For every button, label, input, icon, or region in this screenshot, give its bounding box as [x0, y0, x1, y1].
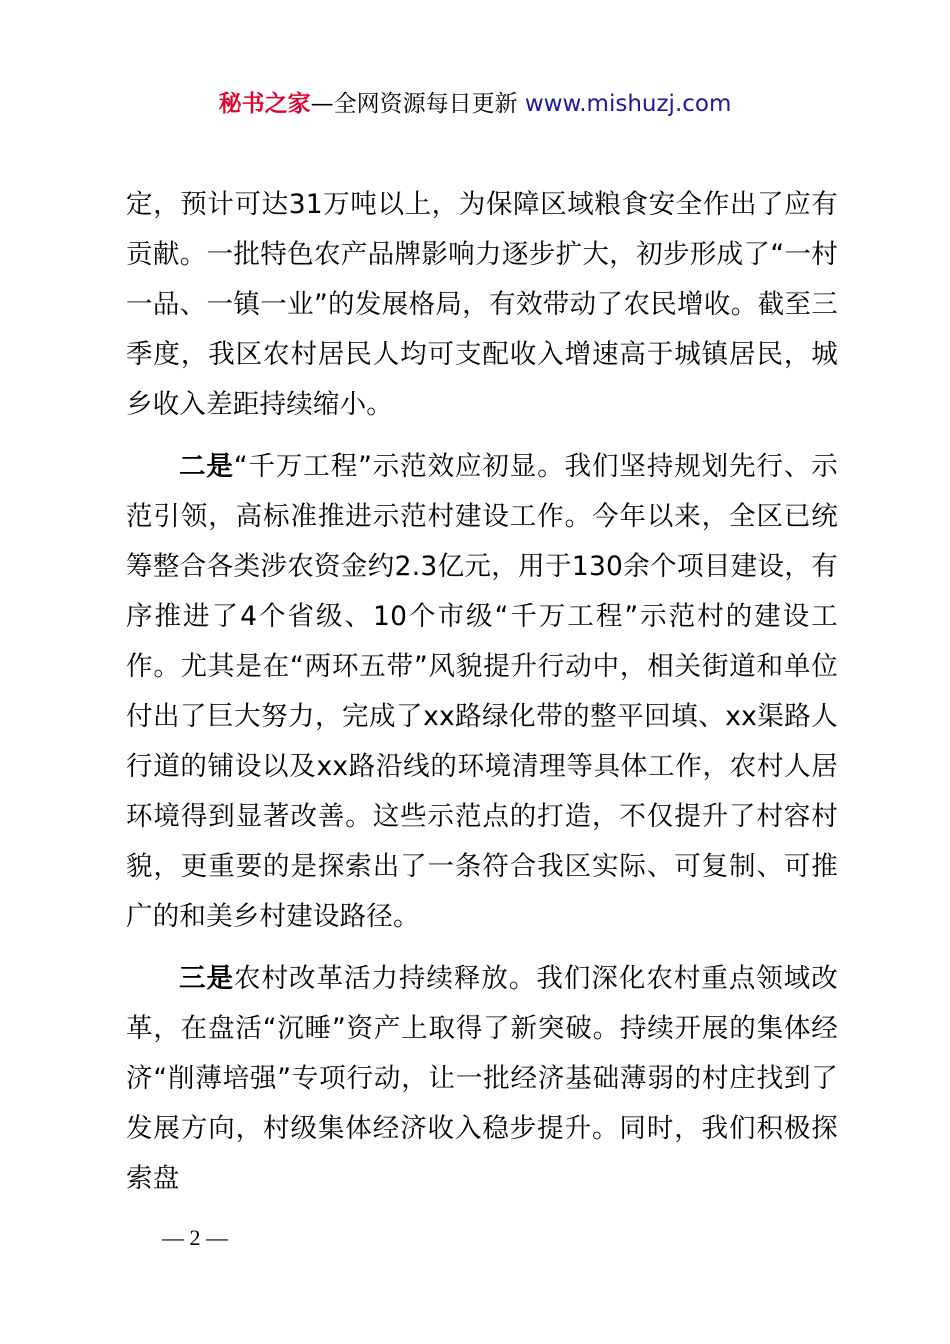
paragraph-1: [126, 180, 838, 430]
document-body: [126, 180, 838, 1204]
website-url[interactable]: www.mishuzj.com: [524, 91, 732, 117]
paragraph-2-lead: 二是: [179, 451, 234, 482]
paragraph-3-text: 农村改革活力持续释放。我们深化农村重点领域改革，在盘活“沉睡”资产上取得了新突破。持续开展的集体经济“削薄培强”专项行动，让一批经济基础薄弱的村庄找到了发展方向，村级集体经济收入稳步提升。同时，我们积极探索盘: [126, 963, 838, 1194]
paragraph-2: [126, 442, 838, 942]
paragraph-3-lead: 三是: [179, 963, 234, 994]
paragraph-3: [126, 954, 838, 1204]
paragraph-1-text: 定，预计可达31万吨以上，为保障区域粮食安全作出了应有贡献。一批特色农产品牌影响力逐步扩大，初步形成了“一村一品、一镇一业”的发展格局，有效带动了农民增收。截至三季度，我区农村居民人均可支配收入增速高于城镇居民，城乡收入差距持续缩小。: [126, 189, 838, 420]
page-number: — 2 —: [162, 1225, 228, 1250]
paragraph-2-text: “千万工程”示范效应初显。我们坚持规划先行、示范引领，高标准推进示范村建设工作。今年以来，全区已统筹整合各类涉农资金约2.3亿元，用于130余个项目建设，有序推进了4个省级、10个市级“千万工程”示范村的建设工作。尤其是在“两环五带”风貌提升行动中，相关街道和单位付出了巨大努力，完成了xx路绿化带的整平回填、xx渠路人行道的铺设以及xx路沿线的环境清理等具体工作，农村人居环境得到显著改善。这些示范点的打造，不仅提升了村容村貌，更重要的是探索出了一条符合我区实际、可复制、可推广的和美乡村建设路径。: [126, 451, 838, 932]
page-header: [0, 86, 950, 122]
brand-name: 秘书之家: [218, 91, 311, 117]
header-slogan: —全网资源每日更新: [310, 91, 525, 117]
